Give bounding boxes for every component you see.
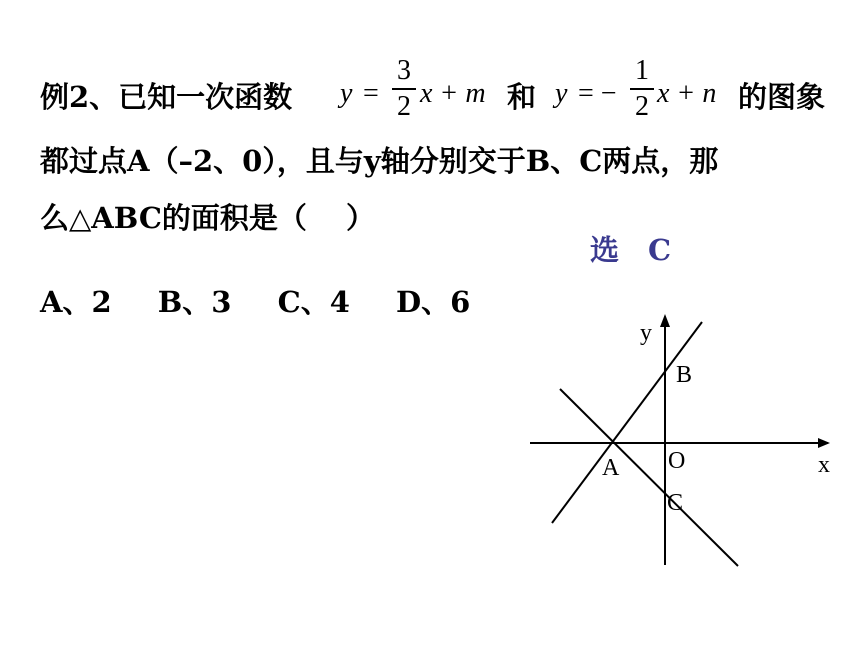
label-a: A <box>602 455 620 481</box>
label-y: y <box>640 320 652 346</box>
formula2-equals: = − <box>578 78 617 109</box>
problem-line-2: 都过点A（–2、0），且与y轴分别交于B、C两点，那 <box>40 144 719 178</box>
formula2-y: y <box>555 78 568 109</box>
formula1-tail: x + m <box>420 78 486 109</box>
label-c: C <box>667 490 684 516</box>
problem-suffix: 的图象 <box>738 80 826 114</box>
problem-line-3: 么△ABC的面积是（ ） <box>40 201 376 235</box>
connector-and: 和 <box>507 80 537 114</box>
formula1-denominator: 2 <box>397 90 411 122</box>
formula1-numerator: 3 <box>397 55 411 86</box>
formula1-equals: = <box>363 78 379 109</box>
choice-b: B、3 <box>157 285 232 319</box>
formula2-tail: x + n <box>657 78 717 109</box>
formula2-numerator: 1 <box>635 55 649 86</box>
label-o: O <box>668 448 686 474</box>
choice-a: A、2 <box>40 285 112 319</box>
choice-c: C、4 <box>277 285 350 319</box>
answer-text: 选 C <box>590 233 672 267</box>
label-x: x <box>818 452 830 478</box>
formula1-y: y <box>340 78 353 109</box>
label-b: B <box>676 362 693 388</box>
choice-d: D、6 <box>395 285 471 319</box>
problem-prefix: 例2、已知一次函数 <box>40 80 293 114</box>
formula2-denominator: 2 <box>635 90 649 122</box>
y-axis-arrow <box>660 314 670 327</box>
x-axis-arrow <box>818 438 830 448</box>
